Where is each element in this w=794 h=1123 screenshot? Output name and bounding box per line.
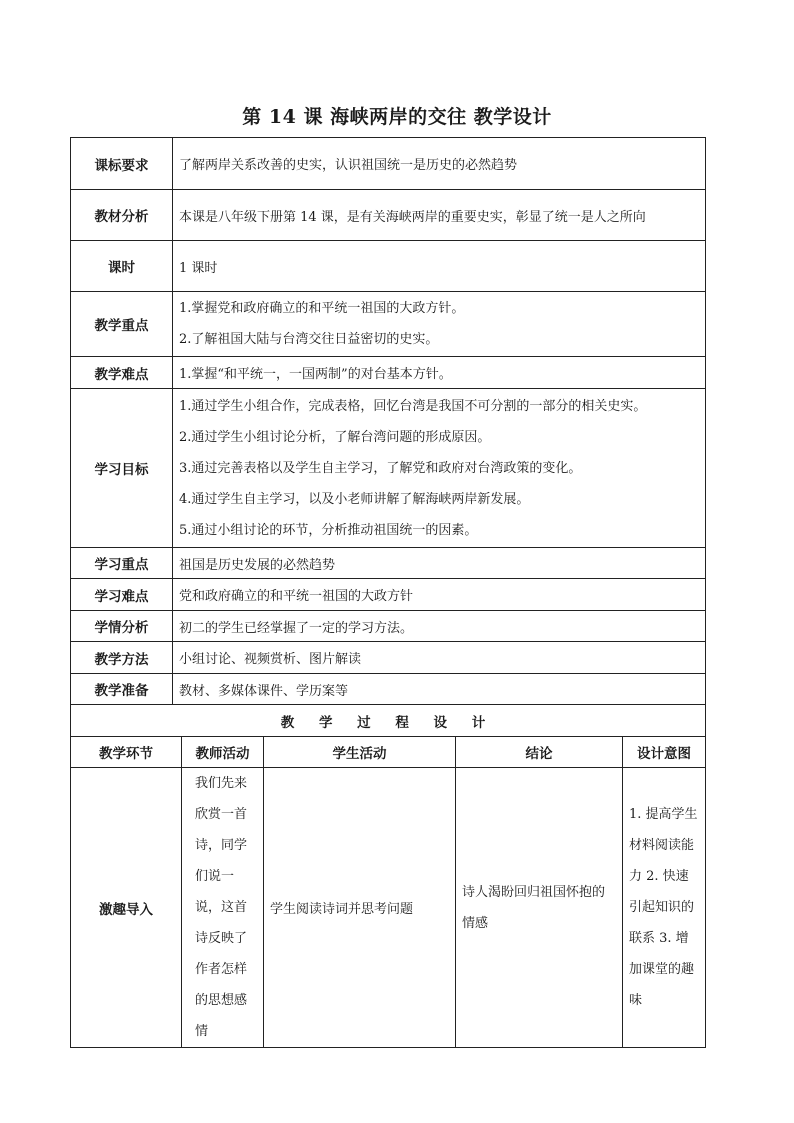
info-row (71, 674, 706, 705)
content-line: 2.了解祖国大陆与台湾交往日益密切的史实。 (179, 332, 439, 347)
row-label: 教材分析 (71, 190, 173, 241)
header-student: 学生活动 (264, 737, 456, 768)
lesson-plan-table (70, 137, 706, 1048)
process-section-title: 教 学 过 程 设 计 (71, 705, 706, 737)
teacher-activity: 我们先来欣赏一首诗，同学们说一说，这首诗反映了作者怎样的思想感情 (195, 776, 248, 1039)
row-content: 教材、多媒体课件、学历案等 (173, 674, 706, 705)
info-row (71, 241, 706, 292)
conclusion: 诗人渴盼回归祖国怀抱的情感 (462, 884, 606, 931)
process-row (71, 768, 706, 1048)
info-row (71, 292, 706, 357)
header-stage: 教学环节 (71, 737, 182, 768)
row-label: 课标要求 (71, 138, 173, 190)
row-label: 学习目标 (71, 389, 173, 548)
header-conclusion: 结论 (456, 737, 623, 768)
row-label: 学习难点 (71, 579, 173, 611)
page-title: 第 14 课 海峡两岸的交往 教学设计 (242, 106, 552, 128)
content-line: 3.通过完善表格以及学生自主学习，了解党和政府对台湾政策的变化。 (179, 460, 582, 476)
row-content: 初二的学生已经掌握了一定的学习方法。 (173, 611, 706, 642)
content-line: 1.通过学生小组合作，完成表格，回忆台湾是我国不可分割的一部分的相关史实。 (179, 398, 647, 414)
row-content: 本课是八年级下册第 14 课，是有关海峡两岸的重要史实，彰显了统一是人之所向 (173, 190, 706, 241)
info-row (71, 357, 706, 389)
info-row (71, 548, 706, 579)
content-line: 2.通过学生小组讨论分析，了解台湾问题的形成原因。 (179, 429, 491, 445)
info-row (71, 579, 706, 611)
content-line: 1.掌握党和政府确立的和平统一祖国的大政方针。 (179, 301, 465, 316)
row-label: 学情分析 (71, 611, 173, 642)
student-activity: 学生阅读诗词并思考问题 (264, 768, 456, 1048)
info-row (71, 611, 706, 642)
row-content: 小组讨论、视频赏析、图片解读 (173, 642, 706, 674)
info-row (71, 389, 706, 548)
process-section-title-row (71, 705, 706, 737)
row-label: 教学准备 (71, 674, 173, 705)
row-content (173, 389, 706, 548)
row-content: 了解两岸关系改善的史实，认识祖国统一是历史的必然趋势 (173, 138, 706, 190)
row-label: 学习重点 (71, 548, 173, 579)
design-intent: 1. 提高学生材料阅读能力 2. 快速引起知识的联系 3. 增加课堂的趣味 (629, 807, 698, 1008)
info-row (71, 138, 706, 190)
row-label: 教学方法 (71, 642, 173, 674)
content-line: 5.通过小组讨论的环节，分析推动祖国统一的因素。 (179, 522, 478, 538)
row-label: 教学重点 (71, 292, 173, 357)
header-teacher: 教师活动 (182, 737, 264, 768)
row-content: 1.掌握“和平统一，一国两制”的对台基本方针。 (173, 357, 706, 389)
row-label: 课时 (71, 241, 173, 292)
stage-cell: 激趣导入 (71, 768, 182, 1048)
row-label: 教学难点 (71, 357, 173, 389)
row-content: 党和政府确立的和平统一祖国的大政方针 (173, 579, 706, 611)
row-content: 1 课时 (173, 241, 706, 292)
info-row (71, 190, 706, 241)
content-line: 4.通过学生自主学习，以及小老师讲解了解海峡两岸新发展。 (179, 491, 530, 507)
header-intent: 设计意图 (623, 737, 706, 768)
process-header-row (71, 737, 706, 768)
row-content: 祖国是历史发展的必然趋势 (173, 548, 706, 579)
info-row (71, 642, 706, 674)
row-content (173, 292, 706, 357)
